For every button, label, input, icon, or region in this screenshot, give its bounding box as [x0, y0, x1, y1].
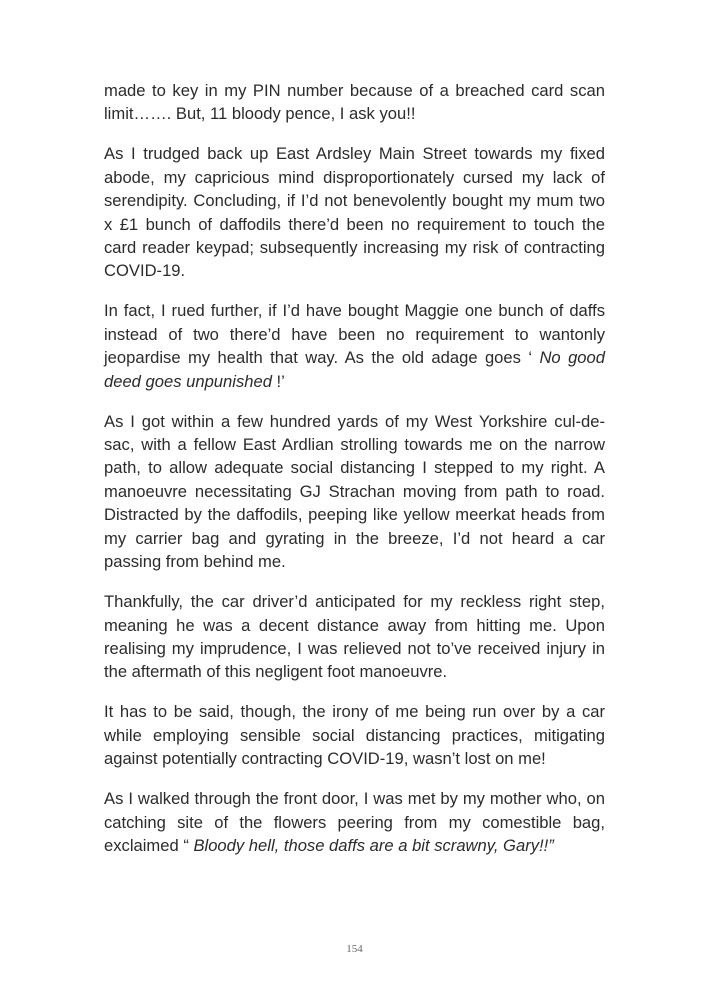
paragraph-3-text: In fact, I rued further, if I’d have bought Maggie one bunch of daffs instead of two there’d have been no requirement to wantonly jeopardise my health that way. As the old adage goes ‘	[104, 301, 605, 368]
paragraph-4	[104, 410, 605, 574]
paragraph-6-text: It has to be said, though, the irony of me being run over by a car while employing sensible social distancing practices, mitigating against potentially contracting COVID-19, wasn’t lost on me!	[104, 702, 605, 769]
paragraph-7-italic-quote: Bloody hell, those daffs are a bit scrawny, Gary!!”	[193, 835, 554, 855]
paragraph-3	[104, 299, 605, 393]
paragraph-4-text: As I got within a few hundred yards of my West Yorkshire cul-de-sac, with a fellow East Ardlian strolling towards me on the narrow path, to allow adequate social distancing I stepped to my right. A manoeuvre necessitating GJ Strachan moving from path to road. Distracted by the daffodils, peeping like yellow meerkat heads from my carrier bag and gyrating in the breeze, I’d not heard a car passing from behind me.	[104, 411, 605, 572]
paragraph-6	[104, 700, 605, 770]
paragraph-3-italic-quote: No good deed goes unpunished	[104, 348, 605, 391]
paragraph-7	[104, 787, 605, 857]
paragraph-5-text: Thankfully, the car driver’d anticipated for my reckless right step, meaning he was a decent distance away from hitting me. Upon realising my imprudence, I was relieved not to’ve received injury in the aftermath of this negligent foot manoeuvre.	[104, 592, 605, 682]
paragraph-2-text: As I trudged back up East Ardsley Main Street towards my fixed abode, my capricious mind disproportionately cursed my lack of serendipity. Concluding, if I’d not benevolently bought my mum two x £1 bunch of daffodils there’d been no requirement to touch the card reader keypad; subsequently increasing my risk of contracting COVID-19.	[104, 144, 605, 281]
paragraph-7-text: As I walked through the front door, I was met by my mother who, on catching site of the flowers peering from my comestible bag, exclaimed “	[104, 789, 605, 855]
page-number: 154	[346, 943, 363, 955]
paragraph-1	[104, 79, 605, 126]
paragraph-5	[104, 590, 605, 684]
paragraph-1-text: made to key in my PIN number because of a breached card scan limit……. But, 11 bloody pence, I ask you!!	[104, 81, 605, 124]
paragraph-3-text-end: !’	[271, 371, 285, 391]
body-text	[104, 79, 605, 874]
paragraph-2	[104, 142, 605, 282]
